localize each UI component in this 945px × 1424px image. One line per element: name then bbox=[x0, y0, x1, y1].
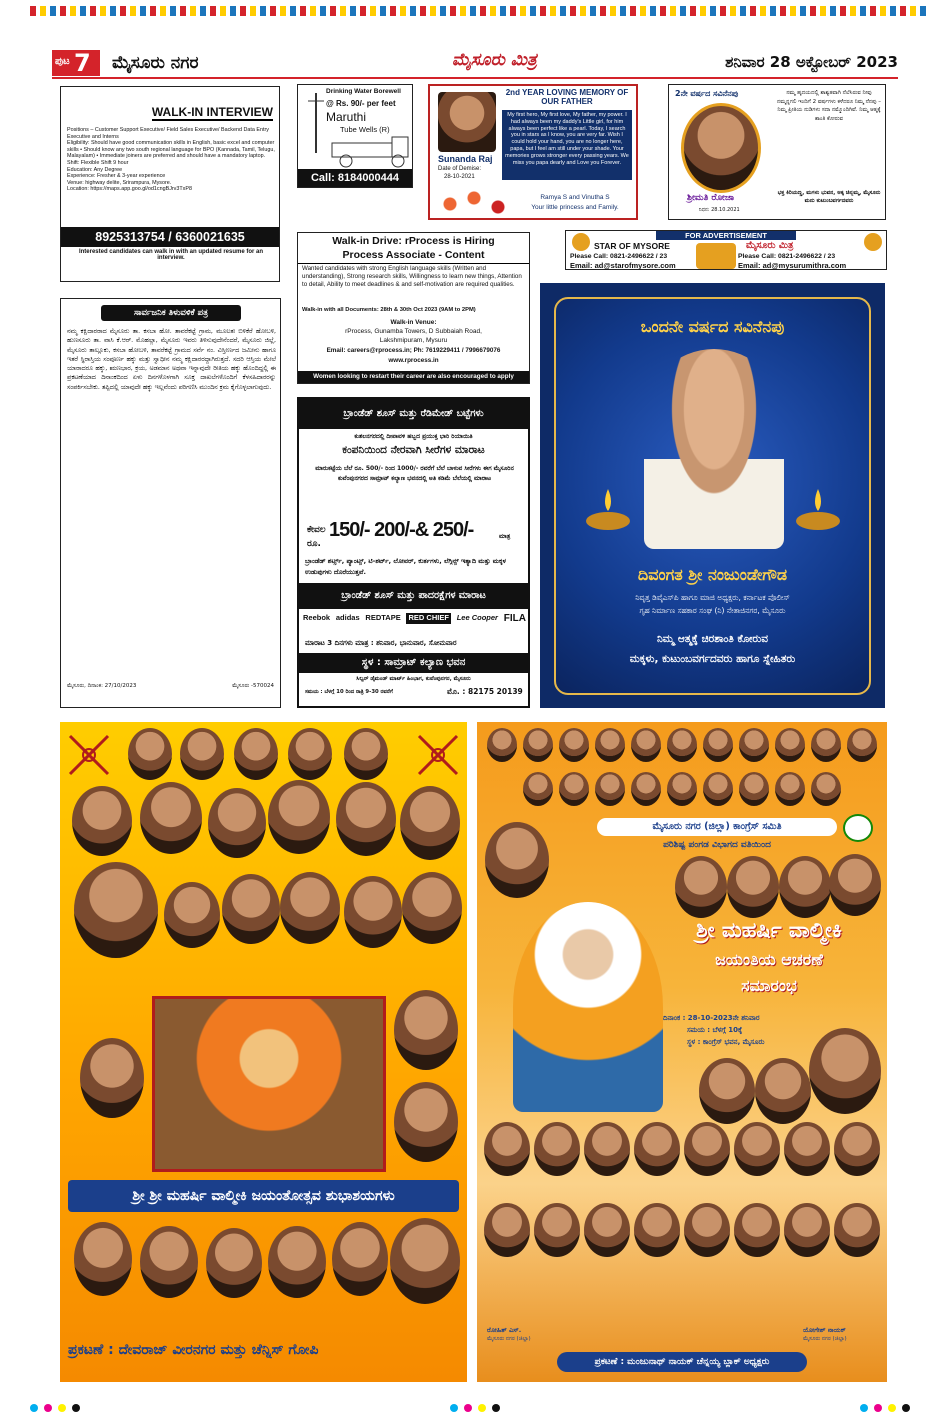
portrait bbox=[829, 854, 881, 916]
portrait bbox=[140, 1226, 198, 1298]
portrait bbox=[755, 1058, 811, 1124]
valmiki-right-date: ದಿನಾಂಕ : 28-10-2023ನೇ ಶನಿವಾರ bbox=[663, 1014, 760, 1022]
portrait bbox=[559, 728, 589, 762]
anniv2-date: ನಿಧನ: 28.10.2021 bbox=[699, 207, 740, 213]
portrait bbox=[402, 872, 462, 944]
portrait bbox=[631, 728, 661, 762]
portrait bbox=[809, 1028, 881, 1114]
valmiki-left-publisher: ಪ್ರಕಟಣೆ : ದೇವರಾಜ್ ವೀರನಗರ ಮತ್ತು ಚೆನ್ನಿಸ್ ಗೋಪಿ bbox=[68, 1342, 319, 1358]
rprocess-ad bbox=[297, 232, 530, 384]
borewell-ad bbox=[297, 84, 413, 188]
valmiki-left-greeting: ಶ್ರೀ ಶ್ರೀ ಮಹರ್ಷಿ ವಾಲ್ಮೀಕಿ ಜಯಂತೋತ್ಸವ ಶುಭಾಶಯಗಳು bbox=[68, 1180, 459, 1212]
memorial-father bbox=[428, 84, 638, 220]
borewell-line1: Drinking Water Borewell bbox=[326, 88, 401, 95]
portrait bbox=[128, 728, 172, 780]
mm-badge-icon bbox=[864, 233, 882, 251]
notice-place: ಮೈಸೂರು -570024 bbox=[232, 683, 274, 689]
portrait bbox=[523, 728, 553, 762]
portrait bbox=[739, 772, 769, 806]
walkin-title: WALK-IN INTERVIEW bbox=[151, 105, 273, 119]
walkin-ad bbox=[60, 86, 280, 282]
crossed-swords-icon bbox=[66, 732, 112, 778]
som-badge-icon bbox=[572, 233, 590, 251]
shoes-addr: ಸಿಲ್ವರ್ ಡೈಮಂಡ್ ಮಾರ್ಟ್ ಹಿಂಭಾಗ, ಕುವೆಂಪುನಗರ, ಮೈಸೂರು bbox=[356, 676, 471, 682]
portrait bbox=[811, 772, 841, 806]
portrait bbox=[332, 1222, 388, 1296]
portrait bbox=[484, 1122, 530, 1176]
portrait bbox=[811, 728, 841, 762]
diya-lamps-icon bbox=[578, 479, 848, 539]
portrait bbox=[667, 728, 697, 762]
caption-right2: ಮೈಸೂರು ನಗರ (ಜಿಲ್ಲಾ) bbox=[803, 1336, 847, 1342]
portrait bbox=[595, 772, 625, 806]
remembrance-title: ಒಂದನೇ ವರ್ಷದ ಸವಿನೆನಪು bbox=[640, 317, 785, 336]
portrait bbox=[775, 728, 805, 762]
portrait bbox=[779, 856, 831, 918]
advert-email2: Email: ad@mysurumithra.com bbox=[738, 261, 847, 270]
borewell-brand: Maruthi bbox=[326, 110, 367, 124]
portrait bbox=[727, 856, 779, 918]
portrait bbox=[140, 782, 202, 854]
portrait bbox=[703, 728, 733, 762]
portrait bbox=[739, 728, 769, 762]
shoes-line1: ಕುಶಲನಗರದಲ್ಲಿ ದೀಪಾವಳಿ ಹಬ್ಬದ ಪ್ರಯುಕ್ತ ಭಾರಿ ರಿಯಾಯಿತಿ bbox=[354, 433, 473, 440]
notice-sign: ಮೈಸೂರು, ದಿನಾಂಕ: 27/10/2023 bbox=[67, 683, 137, 689]
portrait bbox=[634, 1203, 680, 1257]
portrait bbox=[699, 1058, 755, 1124]
section-title: ಮೈಸೂರು ನಗರ bbox=[112, 53, 199, 73]
portrait bbox=[344, 728, 388, 780]
portrait bbox=[72, 786, 132, 856]
valmiki-right-title2: ಜಯಂತಿಯ ಆಚರಣೆ bbox=[715, 950, 823, 969]
registration-dots-right bbox=[860, 1404, 910, 1412]
valmiki-right-title3: ಸಮಾರಂಭ bbox=[741, 976, 797, 995]
portrait bbox=[775, 772, 805, 806]
portrait bbox=[74, 862, 158, 958]
portrait bbox=[268, 1226, 326, 1298]
header-rule bbox=[52, 77, 898, 79]
brand-redchief: RED CHIEF bbox=[408, 613, 449, 622]
memorial-demise-date: 28-10-2021 bbox=[444, 174, 475, 180]
leaders-row bbox=[483, 728, 881, 812]
portrait bbox=[208, 788, 266, 858]
valmiki-sage-figure bbox=[513, 902, 663, 1112]
caption-left2: ಮೈಸೂರು ನಗರ (ಜಿಲ್ಲಾ) bbox=[487, 1336, 531, 1342]
portrait bbox=[222, 874, 280, 944]
anniversary-roja bbox=[668, 84, 886, 220]
remembrance-from1: ನಿಮ್ಮ ಆತ್ಮಕ್ಕೆ ಚಿರಶಾಂತಿ ಕೋರುವ bbox=[656, 633, 769, 645]
portrait bbox=[684, 1122, 730, 1176]
walkin-experience: Experience: Fresher & 3-year experience bbox=[67, 173, 166, 180]
valmiki-right-title1: ಶ್ರೀ ಮಹರ್ಷಿ ವಾಲ್ಮೀಕಿ bbox=[696, 918, 842, 942]
shoes-venue: ಸ್ಥಳ : ಸಾಮ್ರಾಟ್ ಕಲ್ಯಾಣ ಭವನ bbox=[299, 653, 528, 673]
page-number: 7 bbox=[74, 49, 91, 77]
portrait bbox=[487, 728, 517, 762]
portrait bbox=[336, 782, 396, 856]
walkin-body bbox=[67, 127, 275, 193]
public-notice bbox=[60, 298, 281, 708]
brand-leecooper: Lee Cooper bbox=[456, 613, 498, 622]
portrait bbox=[584, 1203, 630, 1257]
page-tag bbox=[52, 50, 100, 76]
shoes-time: ಸಮಯ : ಬೆಳಗ್ಗೆ 10 ರಿಂದ ರಾತ್ರಿ 9-30 ರವರೆಗೆ bbox=[305, 689, 393, 695]
portrait bbox=[280, 872, 340, 944]
registration-dots-left bbox=[30, 1404, 80, 1412]
rprocess-venue1: rProcess, Gunamba Towers, D Subbaiah Road, bbox=[345, 328, 482, 335]
crossed-swords-icon bbox=[415, 732, 461, 778]
roja-photo bbox=[681, 103, 761, 193]
rprocess-venue2: Lakshmipuram, Mysuru bbox=[379, 337, 448, 344]
anniv2-from: ಭಕ್ತ ಕಿರಿಯಣ್ಣ, ಮಗಳು ಭುವನ, ಅಕ್ಕ ಚಿನ್ನಮ್ಮ, ಮೈಸೂರು ಮನು ಕುಟುಂಬವರ್ಗದವರು bbox=[777, 190, 881, 204]
shoes-title: ಬ್ರಾಂಡೆಡ್ ಶೂಸ್ ಮತ್ತು ರೆಡಿಮೇಡ್ ಬಟ್ಟೆಗಳು bbox=[299, 399, 528, 429]
caption-left1: ರೋಹಿತ್ ಎಸ್. bbox=[487, 1326, 522, 1334]
rprocess-web: www.rprocess.in bbox=[388, 357, 439, 364]
remembrance-desc2: ಗೃಹ ನಿರ್ಮಾಣ ಸಹಕಾರ ಸಂಘ (ನಿ) ನೇತಾಜಿನಗರ, ಮೈಸೂರು bbox=[639, 606, 786, 615]
portrait bbox=[394, 1082, 458, 1162]
portrait bbox=[684, 1203, 730, 1257]
advert-email1: Email: ad@starofmysore.com bbox=[570, 261, 676, 270]
remembrance-name: ದಿವಂಗತ ಶ್ರೀ ನಂಜುಂಡೇಗೌಡ bbox=[637, 565, 788, 584]
walkin-note: Interested candidates can walk in with an updated resume for an interview. bbox=[78, 249, 264, 261]
page-header bbox=[52, 50, 898, 76]
congress-org1: ಮೈಸೂರು ನಗರ (ಜಿಲ್ಲಾ) ಕಾಂಗ್ರೆಸ್ ಸಮಿತಿ bbox=[597, 818, 837, 836]
rprocess-footer: Women looking to restart their career are also encouraged to apply bbox=[298, 371, 529, 383]
remembrance-ad bbox=[540, 283, 885, 708]
walkin-phones: 8925313754 / 6360021635 bbox=[61, 227, 279, 247]
brand-fila: FILA bbox=[503, 613, 526, 624]
walkin-eligibility: Eligibility: Should have good communication skills in English, basic excel and computer skills • Should know any two south regional language for BPO (Kannada, Tamil, Telugu, Malayalam) • Immediate joiners are preferred and should have a mandatory laptop. bbox=[67, 140, 275, 160]
memorial-from1: Ramya S and Vinutha S bbox=[540, 194, 610, 201]
father-photo bbox=[438, 92, 496, 152]
shoes-line4: ಬ್ರಾಂಡೆಡ್ ಶರ್ಟ್ಸ್, ಪ್ಯಾಂಟ್ಸ್, ಟಿ-ಶರ್ಟ್, ಲೋವರ್, ಕುರ್ತಗಳು, ಲೆಗ್ಗಿನ್ಸ್ ಇತ್ಯಾದಿ ಮತ್ತು ಮಕ್ಕಳ ಉಡುಪುಗಳು ದೊರೆಯುತ್ತವೆ. bbox=[305, 557, 507, 576]
anniv2-name: ಶ್ರೀಮತಿ ರೋಜಾ bbox=[687, 193, 735, 203]
portrait bbox=[523, 772, 553, 806]
portrait bbox=[180, 728, 224, 780]
congress-org2: ಪರಿಶಿಷ್ಟ ಪಂಗಡ ವಿಭಾಗದ ವತಿಯಿಂದ bbox=[663, 840, 771, 850]
rprocess-docs: Walk-in with all Documents: 28th & 30th Oct 2023 (9AM to 2PM) bbox=[302, 307, 476, 313]
shoes-price-label: ಕೇವಲ ರೂ. bbox=[307, 525, 326, 549]
rprocess-title2: Process Associate - Content bbox=[298, 249, 529, 264]
shoes-days: ಮಾರಾಟ 3 ದಿನಗಳು ಮಾತ್ರ : ಶನಿವಾರ, ಭಾನುವಾರ, ಸೋಮವಾರ bbox=[305, 639, 457, 647]
portrait bbox=[631, 772, 661, 806]
rprocess-venue-label: Walk-in Venue: bbox=[390, 319, 437, 326]
shoes-prices: 150/- 200/-& 250/- bbox=[329, 519, 474, 541]
borewell-call: Call: 8184000444 bbox=[298, 169, 412, 187]
registration-strip bbox=[30, 6, 930, 16]
valmiki-painting bbox=[152, 996, 386, 1172]
portrait bbox=[734, 1122, 780, 1176]
borewell-line2: @ Rs. 90/- per feet bbox=[326, 99, 396, 108]
remembrance-from2: ಮಕ್ಕಳು, ಕುಟುಂಬವರ್ಗದವರು ಹಾಗೂ ಸ್ನೇಹಿತರು bbox=[629, 653, 796, 665]
anniv2-text: ನಮ್ಮ ಹೃದಯದಲ್ಲಿ ಶಾಶ್ವತವಾಗಿ ನೆಲೆಸಿರುವ ನೀವು ನಮ್ಮನ್ನಗಲಿ ಇಂದಿಗೆ 2 ವರ್ಷಗಳು ಕಳೆದರೂ ನಿಮ್ಮ ನೆನಪು – ನಿಮ್ಮ ಪ್ರೀತಿಯ ನುಡಿಗಳು ಸದಾ ನಮ್ಮೊಂದಿಗಿವೆ. ನಿಮ್ಮ ಆತ್ಮಕ್ಕೆ ಶಾಂತಿ ಕೋರುವ bbox=[777, 90, 881, 122]
portrait bbox=[784, 1203, 830, 1257]
portrait bbox=[80, 1038, 144, 1118]
portrait bbox=[288, 728, 332, 780]
memorial-heading: 2nd YEAR LOVING MEMORY OF OUR FATHER bbox=[505, 88, 629, 106]
portrait bbox=[485, 822, 549, 898]
borewell-brand2: Tube Wells (R) bbox=[340, 125, 390, 134]
rprocess-title1: Walk-in Drive: rProcess is Hiring bbox=[332, 235, 495, 247]
advert-phone1: Please Call: 0821-2496622 / 23 bbox=[570, 253, 668, 260]
members-grid bbox=[481, 1122, 883, 1278]
registration-dots-center bbox=[450, 1404, 500, 1412]
drill-truck-icon bbox=[302, 93, 412, 171]
valmiki-right-time: ಸಮಯ : ಬೆಳಗ್ಗೆ 10ಕ್ಕೆ bbox=[687, 1026, 743, 1034]
memorial-name: Sunanda Raj bbox=[438, 154, 493, 164]
portrait bbox=[534, 1122, 580, 1176]
advert-phone2: Please Call: 0821-2496622 / 23 bbox=[738, 253, 836, 260]
masthead: ಮೈಸೂರು ಮಿತ್ರ bbox=[452, 50, 537, 70]
advert-mm: ಮೈಸೂರು ಮಿತ್ರ bbox=[746, 240, 794, 251]
valmiki-right-publisher: ಪ್ರಕಟಣೆ : ಮಂಜುನಾಥ್ ನಾಯಕ್ ಚೆನ್ನಯ್ಯ ಬ್ಲಾಕ್ ಅಧ್ಯಕ್ಷರು bbox=[557, 1352, 807, 1372]
valmiki-greeting-ad bbox=[60, 722, 467, 1382]
portrait bbox=[534, 1203, 580, 1257]
memorial-from2: Your little princess and Family. bbox=[531, 204, 619, 211]
walkin-shift: Shift: Flexible Shift 9 hour bbox=[67, 159, 129, 166]
portrait bbox=[675, 856, 727, 918]
portrait bbox=[484, 1203, 530, 1257]
walkin-positions: Positions – Customer Support Executive/ Field Sales Executive/ Backend Data Entry Executive and Interns bbox=[67, 127, 269, 140]
portrait bbox=[164, 882, 220, 948]
page-date: ಶನಿವಾರ 28 ಅಕ್ಟೋಬರ್ 2023 bbox=[725, 53, 898, 71]
portrait bbox=[834, 1122, 880, 1176]
shoes-line3: ಮಾರುಕಟ್ಟೆಯ ಬೆಲೆ ರೂ. 500/- ರಿಂದ 1000/- ರವರೆಗೆ ಬೆಲೆ ಬಾಳುವ ಸೀರೆಗಳು ಈಗ ಮೈಸೂರಿನ ಕುವೆಂಪುನಗರದ ಸಾಮ್ರಾಟ್ ಕಲ್ಯಾಣ ಭವನದಲ್ಲಿ ಅತಿ ಕಡಿಮೆ ಬೆಲೆಯಲ್ಲಿ ಮಾರಾಟ bbox=[315, 465, 514, 482]
portrait bbox=[584, 1122, 630, 1176]
shoes-mobile: ಮೊ. : 82175 20139 bbox=[447, 687, 523, 696]
portrait bbox=[344, 876, 402, 948]
shoes-line2: ಕಂಪನಿಯಿಂದ ನೇರವಾಗಿ ಸೀರೆಗಳ ಮಾರಾಟ bbox=[342, 444, 485, 456]
congress-hand-icon bbox=[843, 814, 873, 842]
walkin-education: Education: Any Degree bbox=[67, 166, 123, 173]
portrait bbox=[206, 1228, 262, 1298]
portrait bbox=[400, 786, 460, 860]
memorial-demise-label: Date of Demise: bbox=[438, 166, 482, 172]
brand-reebok: Reebok bbox=[303, 613, 331, 622]
valmiki-right-place: ಸ್ಥಳ : ಕಾಂಗ್ರೆಸ್ ಭವನ, ಮೈಸೂರು bbox=[687, 1038, 765, 1046]
advert-som: STAR OF MYSORE bbox=[594, 241, 670, 251]
brand-redtape: REDTAPE bbox=[365, 613, 401, 622]
anniv2-title: 2ನೇ ವರ್ಷದ ಸವಿನೆನಪು bbox=[675, 89, 739, 98]
advert-box bbox=[565, 230, 887, 270]
brand-adidas: adidas bbox=[335, 613, 360, 622]
portrait bbox=[559, 772, 589, 806]
shoes-sub: ಬ್ರಾಂಡೆಡ್ ಶೂಸ್ ಮತ್ತು ಪಾದರಕ್ಷೆಗಳ ಮಾರಾಟ bbox=[299, 583, 528, 609]
deity-image bbox=[696, 243, 736, 269]
rprocess-contact: Email: careers@rprocess.in; Ph: 7619229411 / 7996679076 bbox=[326, 347, 501, 354]
portrait bbox=[734, 1203, 780, 1257]
caption-right1: ಯೋಗೇಶ್ ನಾಯಕ್ bbox=[803, 1326, 846, 1334]
portrait bbox=[847, 728, 877, 762]
page-label: ಪುಟ bbox=[55, 56, 70, 67]
advert-title: FOR ADVERTISEMENT bbox=[656, 231, 796, 240]
portrait bbox=[667, 772, 697, 806]
brand-row bbox=[303, 613, 526, 624]
notice-body: ನಮ್ಮ ಕಕ್ಷಿದಾರರಾದ ಮೈಸೂರು ತಾ. ಕಸಬಾ ಹೋ. ತಾವರೆಕಟ್ಟೆ ಗ್ರಾಮ, ಮೂಲತಃ ಬಿಳಿಕೆರೆ ಹೋಬಳಿ, ಹುಣಸೂರು ತಾ. ವಾಸಿ ಕೆ.ಆರ್. ಮೊಹಲ್ಲಾ, ಮೈಸೂರು ಇವರು ತಿಳಿಸುವುದೇನೆಂದರೆ, ಮೈಸೂರು ಜಿಲ್ಲೆ, ಮೈಸೂರು ತಾಲ್ಲೂಕು, ಕಸಬಾ ಹೋಬಳಿ, ತಾವರೆಕಟ್ಟೆ ಗ್ರಾಮದ ಸರ್ವೆ ನಂ. ವಿಸ್ತೀರ್ಣದ ಜಮೀನು ಹಾಗೂ ಇತರೆ ಸ್ಥಿರಾಸ್ತಿಯ ಸಂಪೂರ್ಣ ಹಕ್ಕು ಮತ್ತು ಸ್ವಾಧೀನ ನಮ್ಮ ಕಕ್ಷಿದಾರರದ್ದಾಗಿರುತ್ತದೆ. ಸದರಿ ಆಸ್ತಿಯ ಮೇಲೆ ಯಾರಾದರೂ ಹಕ್ಕು, ಋಣಭಾರ, ಕ್ರಯ, ಅಡಮಾನ ಅಥವಾ ಇನ್ನಾವುದೇ ರೀತಿಯ ಹಕ್ಕು ಹೊಂದಿದ್ದಲ್ಲಿ ಈ ಪ್ರಕಟಣೆಯಾದ ದಿನಾಂಕದಿಂದ ಏಳು ದಿನಗಳೊಳಗಾಗಿ ಸೂಕ್ತ ದಾಖಲೆಗಳೊಂದಿಗೆ ಕೆಳಸಹಿದಾರರನ್ನು ಸಂಪರ್ಕಿಸಬೇಕು. ತಪ್ಪಿದಲ್ಲಿ ಯಾವುದೇ ಹಕ್ಕು ಇಲ್ಲವೆಂದು ಪರಿಗಣಿಸಿ ಮುಂದಿನ ಕ್ರಮ ಕೈಗೊಳ್ಳಲಾಗುವುದು. bbox=[67, 328, 276, 391]
walkin-venue: Venue: highway delite, Srirampura, Mysore. bbox=[67, 179, 172, 186]
walkin-location: Location: https://maps.app.goo.gl/od1cngBJrv3TxP8 bbox=[67, 186, 192, 193]
portrait bbox=[834, 1203, 880, 1257]
portrait bbox=[268, 780, 330, 854]
notice-title: ಸಾರ್ವಜನಿಕ ತಿಳುವಳಿಕೆ ಪತ್ರ bbox=[101, 305, 241, 321]
portrait bbox=[784, 1122, 830, 1176]
shoes-sale-ad bbox=[297, 397, 530, 708]
remembrance-desc1: ನಿವೃತ್ತ ಡಿವೈಎಸ್‌ಪಿ ಹಾಗೂ ಮಾಜಿ ಅಧ್ಯಕ್ಷರು, ಕರ್ನಾಟಕ ಪೊಲೀಸ್ bbox=[635, 593, 790, 602]
portrait bbox=[394, 990, 458, 1070]
memorial-body: My first hero, My first love, My father, my power. I had always been my daddy's Little girl, for him always been perfect like a pearl. Today, I search you in stars as I know, you are very far. Wish I could hold your hand, you are no longer here, papa, but I feel am still under your shade. Your memories grows stronger every passing years. We miss you papa dearly and Love you Forever. bbox=[502, 110, 632, 180]
shoes-price-suffix: ಮಾತ್ರ bbox=[499, 533, 511, 540]
portrait bbox=[634, 1122, 680, 1176]
portrait bbox=[595, 728, 625, 762]
rprocess-body: Wanted candidates with strong English language skills (Written and understanding), Strong research skills, Willingness to learn new things, Attention to detail, Ability to meet deadlines & and self-motivation are required qualities. bbox=[302, 265, 522, 288]
flowers-decoration bbox=[434, 186, 514, 216]
portrait bbox=[390, 1218, 460, 1304]
valmiki-congress-ad bbox=[477, 722, 887, 1382]
portrait bbox=[74, 1222, 132, 1296]
portrait bbox=[703, 772, 733, 806]
portrait bbox=[234, 728, 278, 780]
